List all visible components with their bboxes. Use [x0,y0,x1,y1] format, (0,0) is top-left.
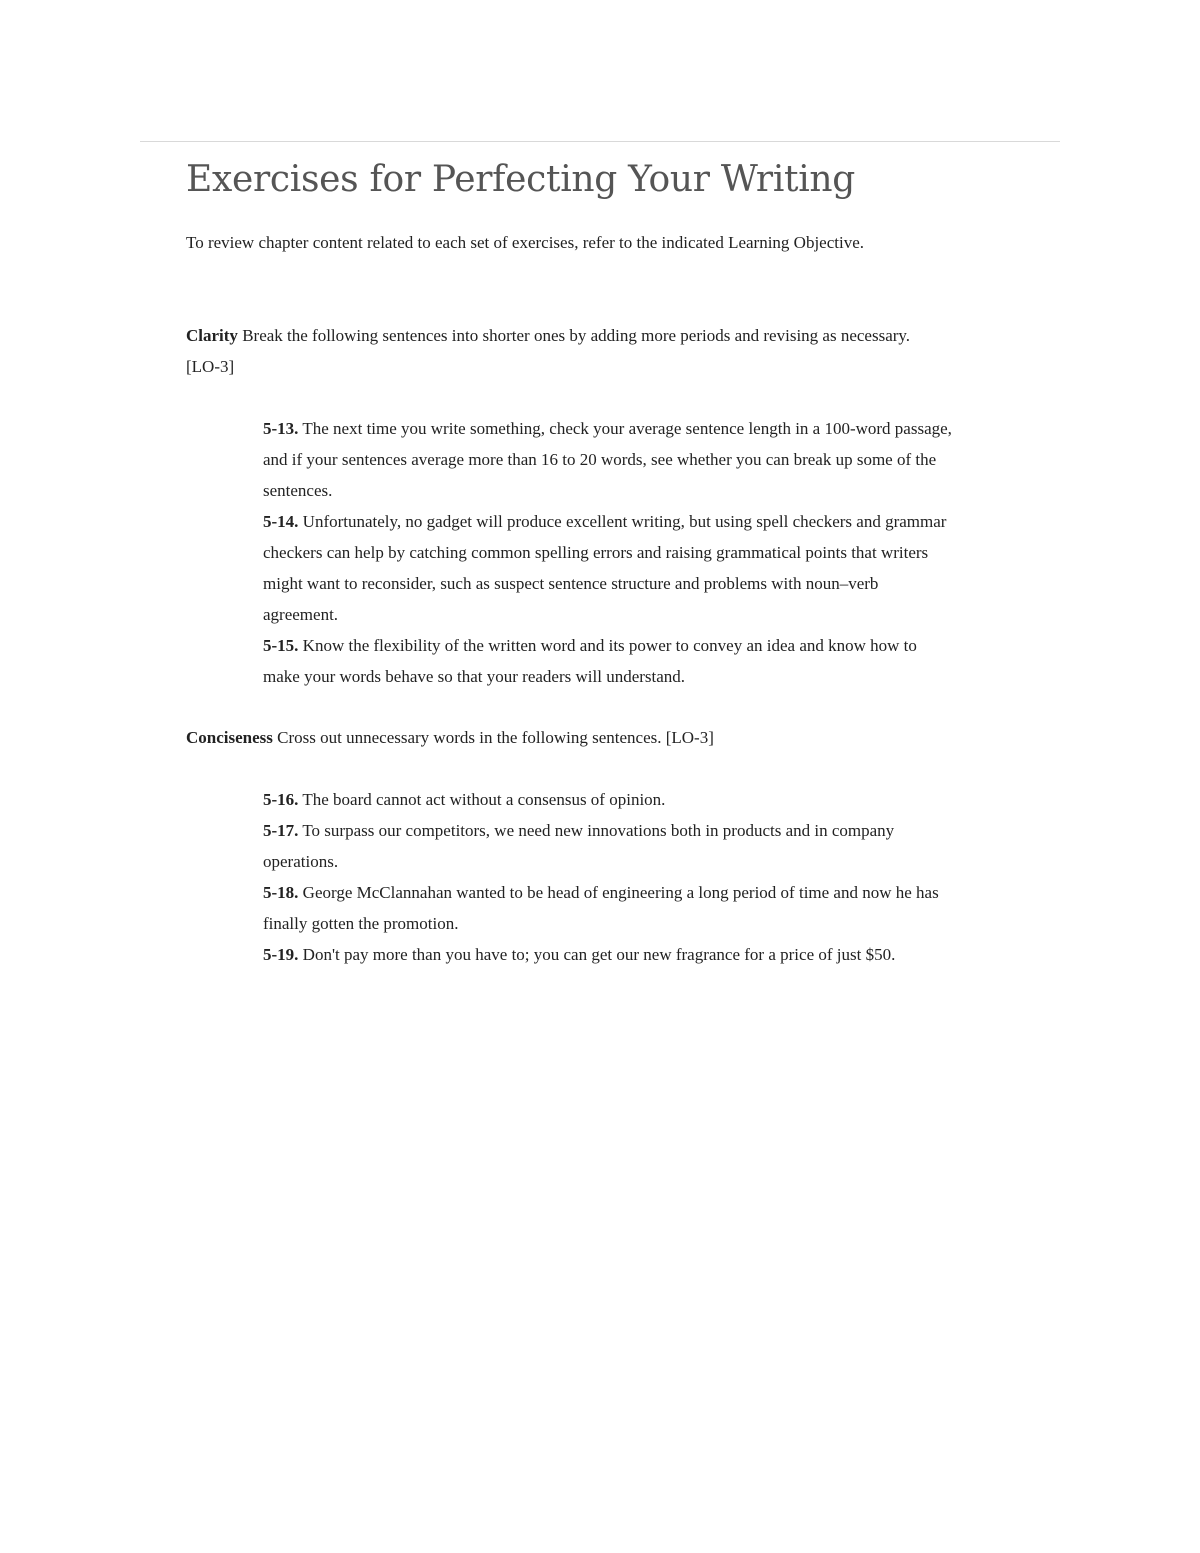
exercise-text: Know the flexibility of the written word and its power to convey an idea and know how to make your words behave so that your readers will understand. [263,636,917,686]
exercise-text: Unfortunately, no gadget will produce excellent writing, but using spell checkers and grammar checkers can help by catching common spelling errors and raising grammatical points that writers might want to reconsider, such as suspect sentence structure and problems with noun–verb agreement. [263,512,947,624]
exercise-number: 5-13. [263,419,299,438]
conciseness-label: Conciseness [186,728,273,747]
page-title: Exercises for Perfecting Your Writing [186,159,856,200]
exercise-item [263,815,953,877]
exercise-item [263,630,953,692]
intro-paragraph: To review chapter content related to each set of exercises, refer to the indicated Learning Objective. [186,233,865,252]
exercise-number: 5-18. [263,883,299,902]
exercise-text: George McClannahan wanted to be head of engineering a long period of time and now he has finally gotten the promotion. [263,883,939,933]
conciseness-instruction-text: Cross out unnecessary words in the following sentences. [LO-3] [272,728,714,747]
clarity-instruction [186,320,946,382]
exercise-text: The board cannot act without a consensus of opinion. [298,790,666,809]
header-divider [140,141,1060,142]
exercise-item [263,784,953,815]
exercise-number: 5-17. [263,821,299,840]
exercise-number: 5-14. [263,512,299,531]
exercise-item [263,506,953,630]
exercise-text: The next time you write something, check your average sentence length in a 100-word passage, and if your sentences average more than 16 to 20 words, see whether you can break up some of the sentences. [263,419,952,500]
conciseness-exercise-list [263,784,953,970]
exercise-number: 5-19. [263,945,299,964]
clarity-label: Clarity [186,326,238,345]
exercise-text: To surpass our competitors, we need new innovations both in products and in company operations. [263,821,895,871]
exercise-item [263,939,953,970]
exercise-item [263,877,953,939]
clarity-exercise-list [263,413,953,692]
exercise-text: Don't pay more than you have to; you can get our new fragrance for a price of just $50. [298,945,896,964]
conciseness-instruction [186,722,946,753]
exercise-number: 5-16. [263,790,299,809]
exercise-item [263,413,953,506]
exercise-number: 5-15. [263,636,299,655]
clarity-instruction-text: Break the following sentences into shorter ones by adding more periods and revising as necessary. [LO-3] [186,326,911,376]
